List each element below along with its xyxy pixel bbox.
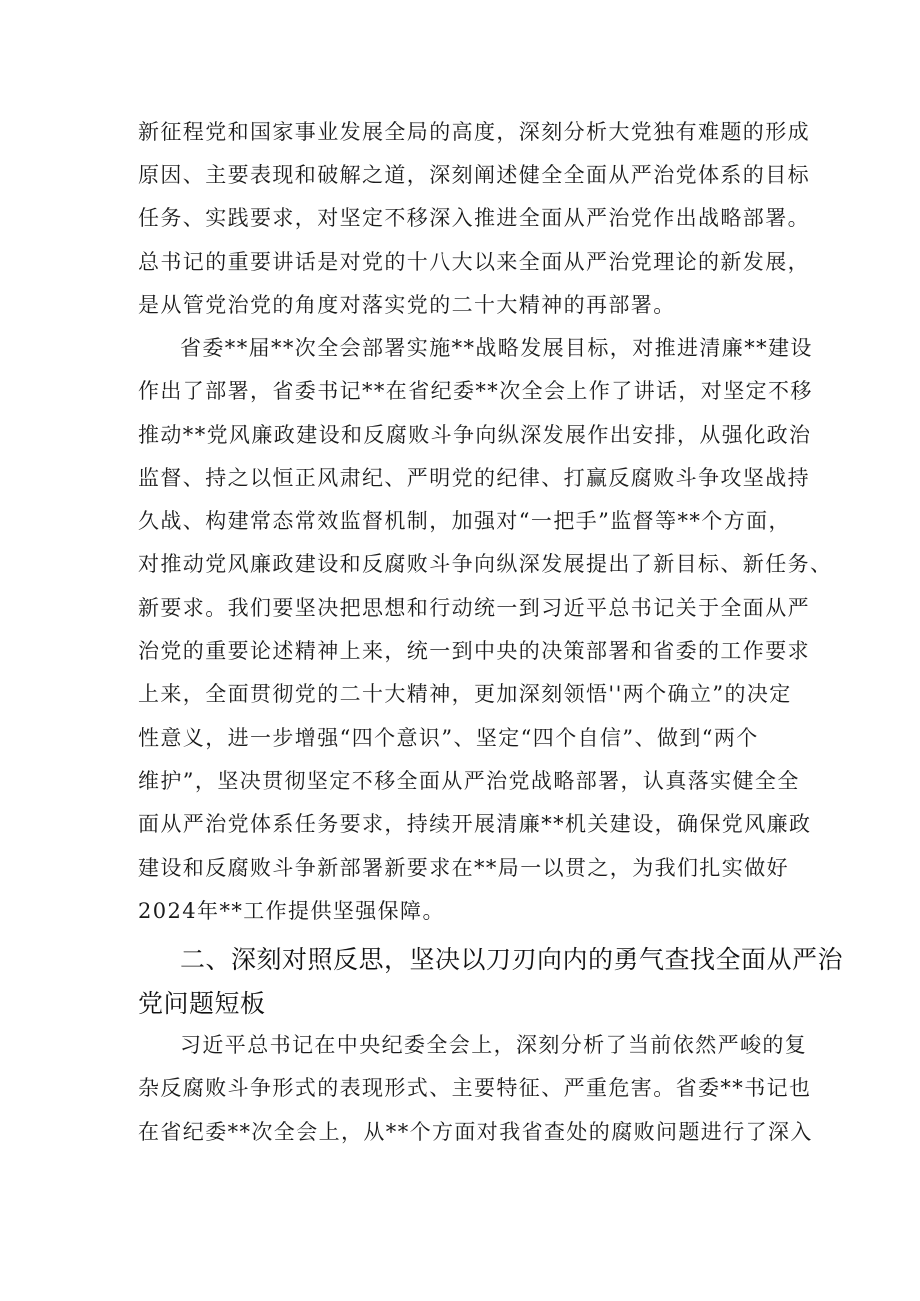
paragraph-line: 习近平总书记在中央纪委全会上，深刻分析了当前依然严峻的复 bbox=[180, 1033, 808, 1057]
paragraph-line: 推动**党风廉政建设和反腐败斗争向纵深发展作出安排，从强化政治 bbox=[138, 423, 812, 447]
paragraph-line: 监督、持之以恒正风肃纪、严明党的纪律、打赢反腐败斗争攻坚战持 bbox=[138, 466, 810, 490]
heading-line: 二、深刻对照反思，坚决以刀刃向内的勇气查找全面从严治 bbox=[180, 945, 844, 974]
paragraph-line: 建设和反腐败斗争新部署新要求在**局一以贯之，为我们扎实做好 bbox=[138, 856, 789, 880]
paragraph-line: 对推动党风廉政建设和反腐败斗争向纵深发展提出了新目标、新任务、 bbox=[138, 552, 833, 576]
paragraph-line: 2024年**工作提供坚强保障。 bbox=[138, 899, 445, 923]
paragraph-line: 作出了部署，省委书记**在省纪委**次全会上作了讲话，对坚定不移 bbox=[138, 379, 813, 403]
paragraph-line: 总书记的重要讲话是对党的十八大以来全面从严治党理论的新发展， bbox=[138, 250, 810, 274]
paragraph-line: 是从管党治党的角度对落实党的二十大精神的再部署。 bbox=[138, 293, 676, 317]
paragraph-line: 新征程党和国家事业发展全局的高度，深刻分析大党独有难题的形成 bbox=[138, 120, 810, 144]
paragraph-line: 省委**届**次全会部署实施**战略发展目标，对推进清廉**建设 bbox=[180, 336, 813, 360]
paragraph-line: 上来，全面贯彻党的二十大精神，更加深刻领悟''两个确立”的决定 bbox=[138, 682, 792, 706]
paragraph-line: 治党的重要论述精神上来，统一到中央的决策部署和省委的工作要求 bbox=[138, 639, 810, 663]
paragraph-line: 面从严治党体系任务要求，持续开展清廉**机关建设，确保党风廉政 bbox=[138, 812, 812, 836]
paragraph-line: 新要求。我们要坚决把思想和行动统一到习近平总书记关于全面从严 bbox=[138, 596, 810, 620]
heading-line: 党问题短板 bbox=[138, 989, 266, 1018]
paragraph-line: 在省纪委**次全会上，从**个方面对我省查处的腐败问题进行了深入 bbox=[138, 1120, 813, 1144]
paragraph-line: 原因、主要表现和破解之道，深刻阐述健全全面从严治党体系的目标 bbox=[138, 163, 810, 187]
paragraph-line: 久战、构建常态常效监督机制，加强对“一把手”监督等**个方面， bbox=[138, 509, 791, 533]
paragraph-line: 任务、实践要求，对坚定不移深入推进全面从严治党作出战略部署。 bbox=[138, 206, 810, 230]
paragraph-line: 性意义，进一步增强“四个意识”、坚定“四个自信”、做到“两个 bbox=[138, 726, 759, 750]
paragraph-line: 杂反腐败斗争形式的表现形式、主要特征、严重危害。省委**书记也 bbox=[138, 1076, 812, 1100]
paragraph-line: 维护”，坚决贯彻坚定不移全面从严治党战略部署，认真落实健全全 bbox=[138, 769, 800, 793]
